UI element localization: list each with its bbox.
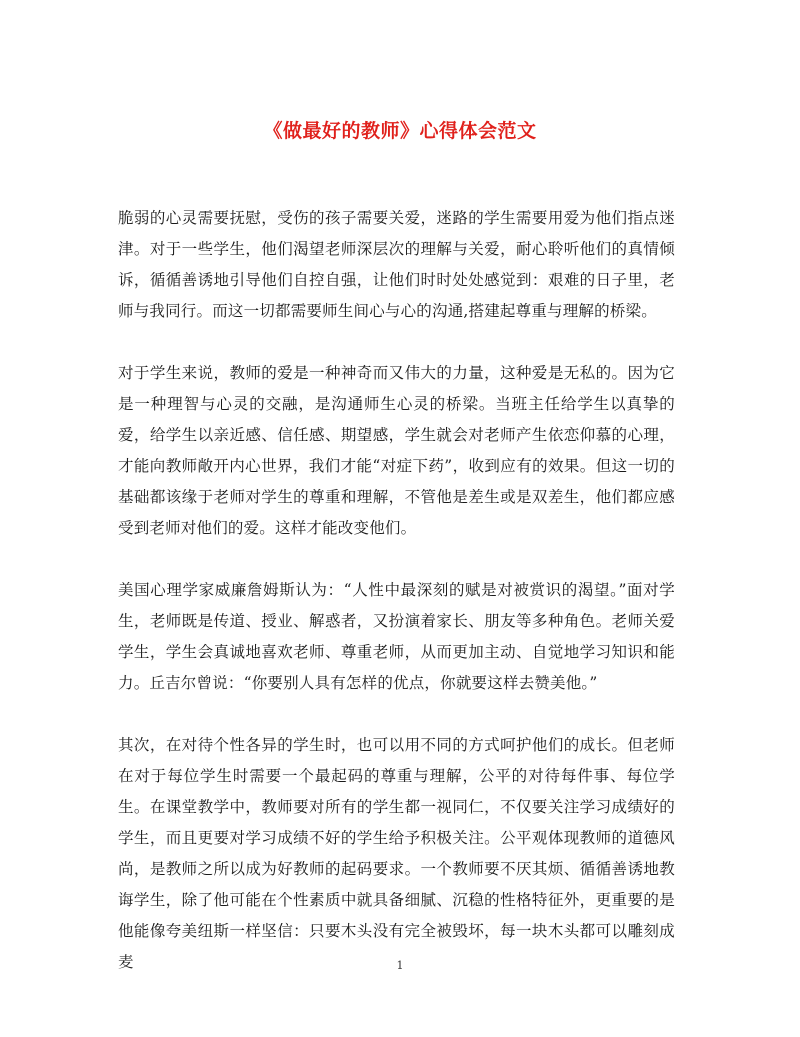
page-number: 1 [396,959,404,972]
paragraph-3: 美国心理学家威廉詹姆斯认为：“人性中最深刻的赋是对被赏识的渴望。”面对学生，老师既是传道、授业、解惑者，又扮演着家长、朋友等多种角色。老师关爱学生，学生会真诚地喜欢老师、尊重老师，从而更加主动、自觉地学习知识和能力。丘吉尔曾说：“你要别人具有怎样的优点，你就要这样去赞美他。” [118,581,675,692]
paragraph-1: 脆弱的心灵需要抚慰，受伤的孩子需要关爱，迷路的学生需要用爱为他们指点迷津。对于一些学生，他们渴望老师深层次的理解与关爱，耐心聆听他们的真情倾诉，循循善诱地引导他们自控自强，让他们时时处处感觉到：艰难的日子里，老师与我同行。而这一切都需要师生间心与心的沟通,搭建起尊重与理解的桥梁。 [118,209,675,320]
paragraph-2: 对于学生来说，教师的爱是一种神奇而又伟大的力量，这种爱是无私的。因为它是一种理智与心灵的交融，是沟通师生心灵的桥梁。当班主任给学生以真挚的爱，给学生以亲近感、信任感、期望感，学生就会对老师产生依恋仰慕的心理，才能向教师敞开内心世界，我们才能“对症下药”，收到应有的效果。但这一切的基础都该缘于老师对学生的尊重和理解，不管他是差生或是双差生，他们都应感受到老师对他们的爱。这样才能改变他们。 [118,364,675,537]
document-title: 《做最好的教师》心得体会范文 [263,120,537,142]
document-body [118,203,675,1009]
paragraph-4: 其次，在对待个性各异的学生时，也可以用不同的方式呵护他们的成长。但老师在对于每位学生时需要一个最起码的尊重与理解，公平的对待每件事、每位学生。在课堂教学中，教师要对所有的学生都一视同仁，不仅要关注学习成绩好的学生，而且更要对学习成绩不好的学生给予积极关注。公平观体现教师的道德风尚，是教师之所以成为好教师的起码要求。一个教师要不厌其烦、循循善诱地教诲学生，除了他可能在个性素质中就具备细腻、沉稳的性格特征外，更重要的是他能像夸美纽斯一样坚信：只要木头没有完全被毁坏，每一块木头都可以雕刻成麦 [118,736,675,971]
